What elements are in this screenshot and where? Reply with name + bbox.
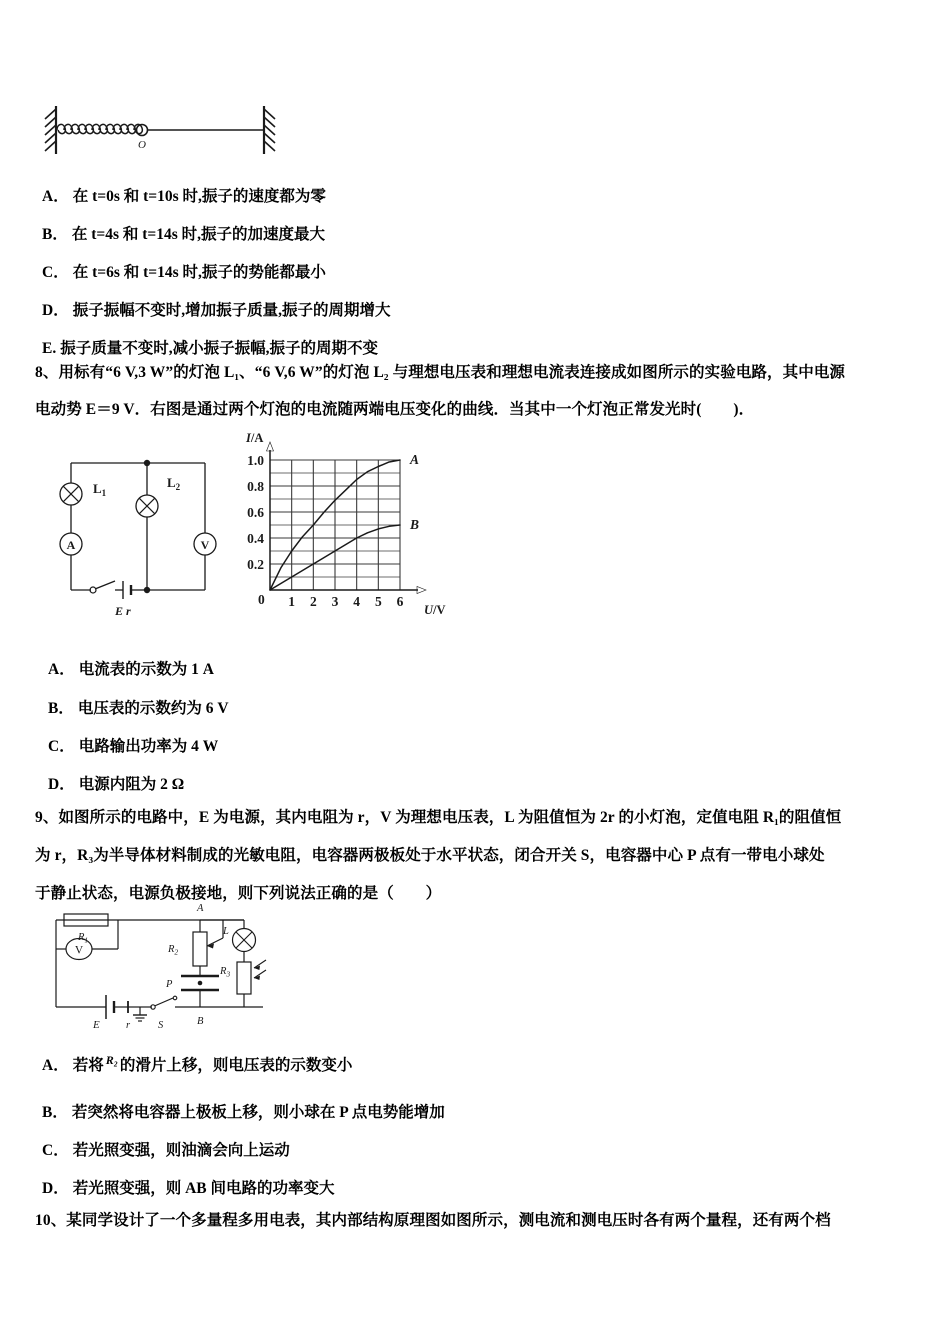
ground-icon (133, 1007, 147, 1021)
r2-slider-arrow-icon (207, 920, 223, 949)
source-e-label: E (93, 1019, 100, 1031)
q7-option-c[interactable] (42, 260, 326, 282)
graph-y-ticklabels (247, 453, 264, 572)
graph-xlabel: U/V (424, 603, 446, 617)
graph-xtick-5: 5 (374, 594, 382, 609)
q9-circuit-diagram (48, 902, 303, 1037)
graph-xtick-3: 3 (331, 594, 339, 609)
q8-option-b[interactable] (48, 696, 229, 718)
svg-text:V: V (74, 944, 84, 957)
graph-series-label-A: A (410, 452, 420, 467)
lamp-l-label: L (223, 926, 229, 937)
switch-icon (90, 581, 115, 593)
q7-option-a[interactable] (42, 184, 326, 206)
q8-option-c-text: 电路输出功率为 4 W (78, 738, 219, 755)
q7-option-d[interactable] (42, 298, 390, 320)
switch-icon (151, 996, 177, 1009)
switch-label: S (158, 1020, 164, 1031)
q9-option-a-prefix: 若将 (72, 1057, 104, 1075)
q9-option-b-text: 若突然将电容器上极板上移，则小球在 P 点电势能增加 (71, 1104, 445, 1121)
q8-option-b-text: 电压表的示数约为 6 V (77, 700, 229, 717)
q7-option-d-text: 振子振幅不变时,增加振子质量,振子的周期增大 (72, 302, 391, 319)
q9-option-d-text: 若光照变强，则 AB 间电路的功率变大 (72, 1180, 335, 1197)
q9-option-a-label: A． (42, 1057, 69, 1075)
graph-ytick-4: 1.0 (247, 453, 264, 468)
node-a-label: A (197, 903, 204, 914)
capacitor-p-label: P (166, 979, 173, 990)
q9-option-c[interactable] (42, 1138, 290, 1160)
graph-xtick-2: 2 (309, 594, 317, 609)
lamp-l-icon (233, 929, 256, 952)
q7-option-b[interactable] (42, 222, 325, 244)
q8-option-d-text: 电源内阻为 2 Ω (78, 776, 185, 793)
q7-option-c-text: 在 t=6s 和 t=14s 时,振子的势能都最小 (72, 264, 326, 281)
graph-ytick-2: 0.6 (247, 505, 264, 520)
svg-text:V: V (200, 538, 210, 552)
q9-option-b-label: B． (42, 1104, 68, 1121)
q9-option-a-superscript: R₂ (105, 1053, 118, 1067)
q8-iv-graph (238, 428, 463, 623)
q9-option-d-label: D． (42, 1180, 69, 1197)
rheostat-r2-icon (193, 932, 207, 966)
voltmeter-icon (194, 533, 216, 555)
q9-option-b[interactable] (42, 1100, 445, 1122)
q8-option-c-label: C． (48, 738, 75, 755)
battery-icon (123, 581, 147, 599)
graph-curve-labels (409, 452, 419, 532)
graph-xtick-1: 1 (288, 594, 296, 609)
q7-option-c-label: C． (42, 264, 69, 281)
graph-xtick-6: 6 (396, 594, 404, 609)
q9-option-d[interactable] (42, 1176, 335, 1198)
q8-option-d[interactable] (48, 772, 184, 794)
graph-ytick-3: 0.8 (247, 479, 264, 494)
lamp-l2-icon (136, 495, 158, 517)
q9-stem-line1: 9、如图所示的电路中，E 为电源，其内电阻为 r，V 为理想电压表，L 为阻值恒为 2r 的小灯泡，定值电阻 R₁的阻值恒 (35, 809, 842, 826)
q7-option-b-text: 在 t=4s 和 t=14s 时,振子的加速度最大 (71, 226, 326, 243)
node-b-label: B (197, 1016, 204, 1027)
lamp-l1-icon (60, 483, 82, 505)
photoresistor-r3-icon (237, 962, 251, 994)
q8-option-a[interactable] (48, 657, 214, 679)
graph-ylabel: I/A (246, 431, 264, 445)
left-wall-icon (45, 106, 56, 154)
q9-stem-line2: 为 r，R₃为半导体材料制成的光敏电阻，电容器两极板处于水平状态，闭合开关 S，电容器中心 P 点有一带电小球处 (35, 847, 825, 864)
r3-label: $R_3$ (220, 966, 231, 979)
q7-option-e-label: E. (42, 340, 57, 357)
q8-stem-line2: 电动势 E＝9 V．右图是通过两个灯泡的电流随两端电压变化的曲线．当其中一个灯泡正常发光时( )． (35, 401, 755, 418)
lamp-l1-label: $L_1$ (93, 481, 107, 498)
battery-icon (106, 995, 128, 1019)
graph-series-label-B: B (410, 517, 420, 532)
q8-stem-line1: 8、用标有“6 V,3 W”的灯泡 L₁、“6 V,6 W”的灯泡 L₂ 与理想电压表和理想电流表连接成如图所示的实验电路，其中电源 (35, 364, 846, 381)
q7-option-b-label: B． (42, 226, 68, 243)
graph-axes (267, 442, 427, 594)
q9-option-c-text: 若光照变强，则油滴会向上运动 (72, 1142, 290, 1159)
q9-option-a-text: 的滑片上移，则电压表的示数变小 (119, 1057, 353, 1075)
junction-dot-top (144, 460, 150, 466)
spring-icon (57, 124, 142, 133)
q8-option-c[interactable] (48, 734, 218, 756)
graph-ytick-0: 0.2 (247, 557, 264, 572)
graph-x-ticklabels (288, 594, 403, 609)
q8-option-a-label: A． (48, 661, 75, 678)
ammeter-icon (60, 533, 82, 555)
source-label: E r (115, 604, 131, 618)
q8-option-a-text: 电流表的示数为 1 A (78, 661, 214, 678)
charged-ball-icon (198, 981, 203, 986)
q9-option-c-label: C． (42, 1142, 69, 1159)
q7-option-e-text: 振子质量不变时,减小振子振幅,振子的周期不变 (60, 340, 378, 357)
q8-option-d-label: D． (48, 776, 75, 793)
q9-stem-line3: 于静止状态，电源负极接地，则下列说法正确的是（ ） (35, 885, 442, 902)
lamp-l2-label: $L_2$ (167, 475, 181, 492)
r1-label: $R_1$ (78, 932, 89, 945)
r2-label: $R_2$ (168, 944, 179, 957)
graph-origin-label: 0 (258, 592, 265, 607)
q7-option-d-label: D． (42, 302, 69, 319)
light-arrows-icon (254, 960, 266, 980)
internal-resistance-label: r (126, 1020, 131, 1031)
right-wall-icon (264, 106, 275, 154)
q7-option-a-label: A． (42, 188, 69, 205)
ball-label: O (138, 139, 146, 151)
q7-option-a-text: 在 t=0s 和 t=10s 时,振子的速度都为零 (72, 188, 326, 205)
q9-option-a[interactable] (42, 1053, 352, 1075)
svg-text:A: A (66, 538, 76, 552)
q10-stem-line1: 10、某同学设计了一个多量程多用电表，其内部结构原理图如图所示，测电流和测电压时各有两个量程，还有两个档 (35, 1212, 831, 1229)
graph-xtick-4: 4 (353, 594, 361, 609)
q8-circuit-diagram (55, 445, 240, 620)
q8-option-b-label: B． (48, 700, 74, 717)
graph-ytick-1: 0.4 (247, 531, 264, 546)
spring-oscillator-figure (42, 100, 282, 162)
